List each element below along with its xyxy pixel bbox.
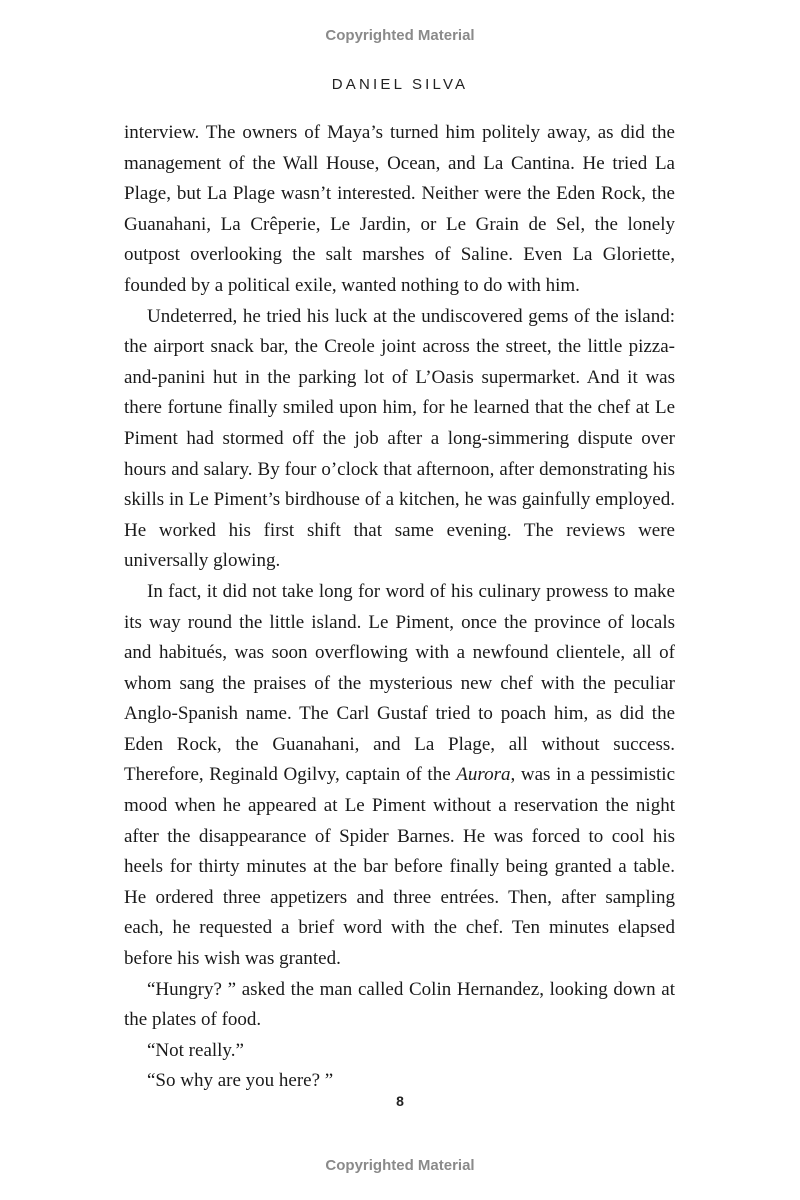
running-head-author: DANIEL SILVA [331, 76, 469, 93]
paragraph-1: interview. The owners of Maya’s turned him politely away, as did the management of the Wall House, Ocean, and La Cantina. He tried La Plage, but La Plage wasn’t interested. Neither were the Eden Rock, the Guanahani, La Crêperie, Le Jardin, or Le Grain de Sel, the lonely outpost overlooking the salt marshes of Saline. Even La Gloriette, founded by a political exile, wanted nothing to do with him. [124, 122, 675, 296]
ship-name-italic: Aurora [456, 764, 511, 786]
page-number: 8 [396, 1093, 404, 1109]
body-text [124, 118, 675, 1097]
paragraph-4: “Hungry? ” asked the man called Colin Hernandez, looking down at the plates of food. [124, 978, 675, 1031]
paragraph-2: Undeterred, he tried his luck at the undiscovered gems of the island: the airport snack bar, the Creole joint across the street, the little pizza-and-panini hut in the parking lot of L’Oasis supermarket. And it was there fortune finally smiled upon him, for he learned that the chef at Le Piment had stormed off the job after a long-simmering dispute over hours and salary. By four o’clock that afternoon, after demonstrating his skills in Le Piment’s birdhouse of a kitchen, he was gainfully employed. He worked his first shift that same evening. The reviews were universally glowing. [124, 305, 675, 572]
copyright-watermark-top: Copyrighted Material [325, 27, 475, 44]
paragraph-5: “Not really.” [147, 1039, 244, 1061]
paragraph-3-text-after: , was in a pessimistic mood when he appeared at Le Piment without a reservation the night after the disappearance of Spider Barnes. He was forced to cool his heels for thirty minutes at the bar before finally being granted a table. He ordered three appetizers and three entrées. Then, after sampling each, he requested a brief word with the chef. Ten minutes elapsed before his wish was granted. [124, 764, 675, 970]
copyright-watermark-bottom: Copyrighted Material [325, 1157, 475, 1174]
paragraph-3 [124, 577, 675, 975]
paragraph-6: “So why are you here? ” [147, 1070, 334, 1092]
paragraph-3-text-before: In fact, it did not take long for word of his culinary prowess to make its way round the little island. Le Piment, once the province of locals and habitués, was soon overflowing with a newfound clientele, all of whom sang the praises of the mysterious new chef with the peculiar Anglo-Spanish name. The Carl Gustaf tried to poach him, as did the Eden Rock, the Guanahani, and La Plage, all without success. Therefore, Reginald Ogilvy, captain of the [124, 580, 675, 786]
